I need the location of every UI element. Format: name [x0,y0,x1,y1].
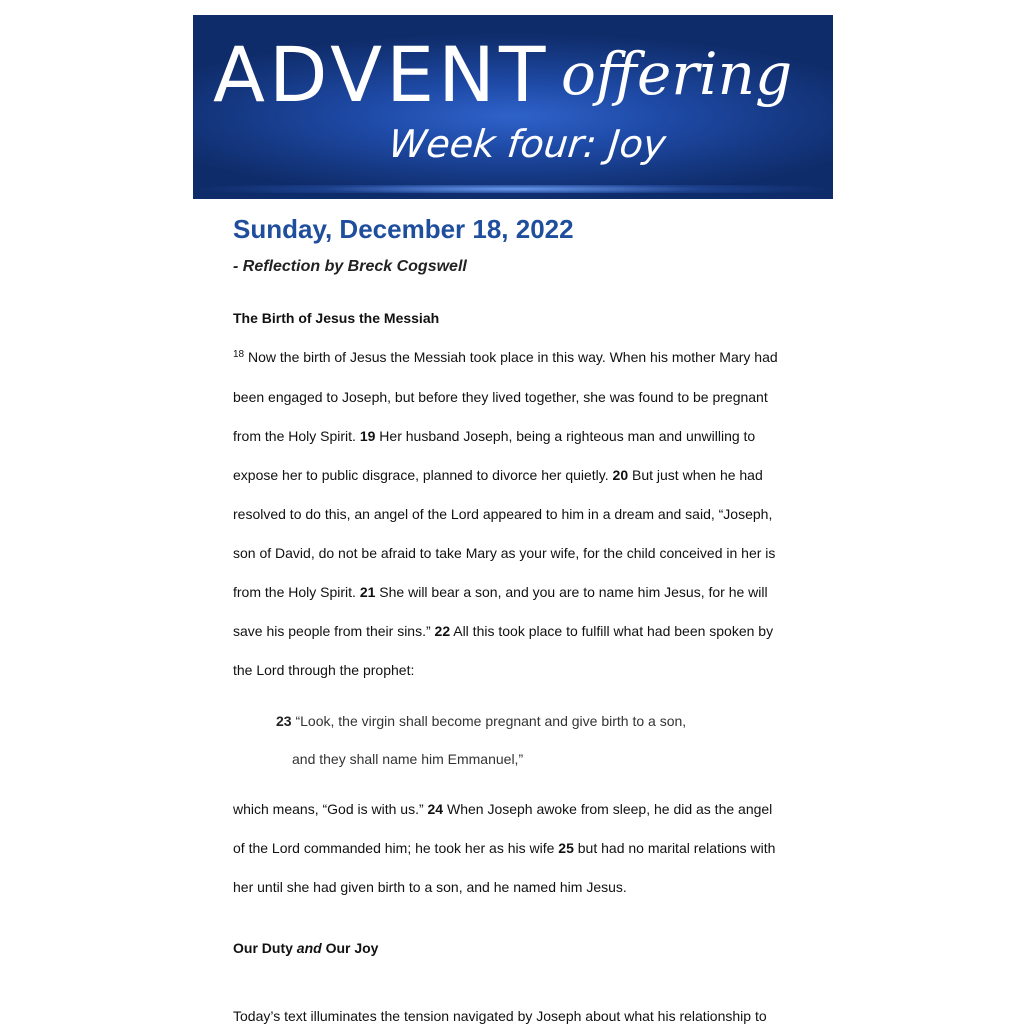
passage-line [233,349,778,365]
passage-line [233,467,763,483]
reflection-heading [233,940,378,956]
verse-number: 21 [359,584,376,600]
byline: - Reflection by Breck Cogswell [233,258,467,275]
verse-number: 24 [427,801,444,817]
page-title: Sunday, December 18, 2022 [233,214,574,244]
verse-text: which means, “God is with us.” [233,801,424,817]
passage-line: son of David, do not be afraid to take Mary as your wife, for the child conceived in her is [233,545,776,561]
banner-week-text: Week four: Joy [386,122,668,166]
advent-banner [193,15,833,199]
quote-line [276,713,686,729]
passage-line [233,428,755,444]
verse-text: When Joseph awoke from sleep, he did as the angel [446,801,773,817]
passage-line: the Lord through the prophet: [233,662,415,678]
verse-text: But just when he had [632,467,763,483]
quote-line: and they shall name him Emmanuel,” [292,751,524,767]
verse-text: All this took place to fulfill what had been spoken by [453,623,774,639]
verse-text: expose her to public disgrace, planned to divorce her quietly. [233,467,609,483]
passage-line [233,801,772,817]
verse-text: from the Holy Spirit. [233,584,356,600]
verse-text: of the Lord commanded him; he took her as his wife [233,840,555,856]
heading-part: Our Joy [325,940,379,956]
verse-number: 19 [359,428,376,444]
banner-glow [193,185,833,193]
verse-number: 18 [233,349,245,360]
passage-heading: The Birth of Jesus the Messiah [233,310,440,326]
reflection-paragraph-line: Today’s text illuminates the tension navigated by Joseph about what his relationship to [233,1008,767,1024]
verse-text: but had no marital relations with [577,840,776,856]
verse-number: 20 [612,467,629,483]
passage-line: her until she had given birth to a son, and he named him Jesus. [233,879,627,895]
verse-text: Her husband Joseph, being a righteous man and unwilling to [379,428,756,444]
verse-number: 25 [558,840,574,856]
passage-line: resolved to do this, an angel of the Lord appeared to him in a dream and said, “Joseph, [233,506,773,522]
verse-text: Now the birth of Jesus the Messiah took place in this way. When his mother Mary had [248,349,778,365]
banner-offering-text: offering [561,40,793,108]
heading-part: Our Duty [233,940,293,956]
passage-line [233,623,773,639]
quote-text: “Look, the virgin shall become pregnant and give birth to a son, [295,713,687,729]
banner-advent-text: ADVENT [213,30,550,119]
verse-text: save his people from their sins.” [233,623,431,639]
verse-text: from the Holy Spirit. [233,428,356,444]
passage-line [233,584,768,600]
passage-line: been engaged to Joseph, but before they lived together, she was found to be pregnant [233,389,768,405]
verse-number: 23 [276,713,292,729]
heading-part: and [296,940,322,956]
passage-line [233,840,775,856]
verse-number: 22 [434,623,451,639]
verse-text: She will bear a son, and you are to name him Jesus, for he will [379,584,768,600]
